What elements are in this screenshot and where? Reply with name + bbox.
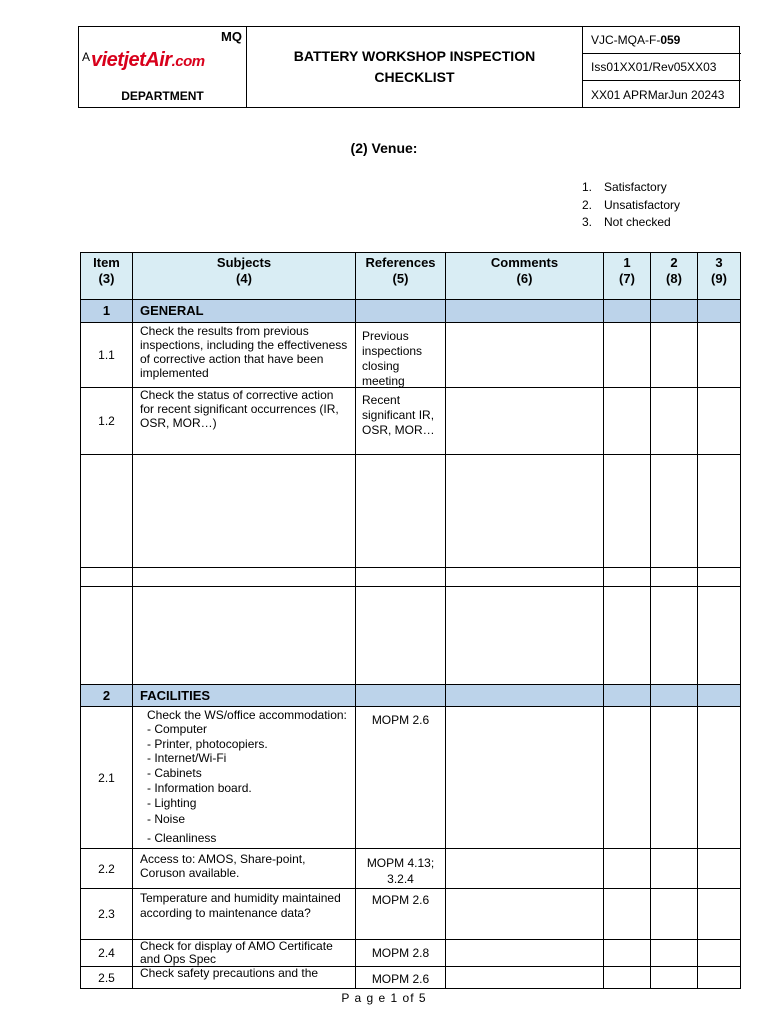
rating-1-cell[interactable] (604, 388, 651, 454)
section-number: 2 (80, 685, 133, 706)
rating-1-cell[interactable] (604, 707, 651, 848)
rating-1-cell[interactable] (604, 889, 651, 939)
reference-text: Previous inspections closing meeting (356, 323, 446, 387)
rating-2-cell[interactable] (651, 940, 698, 966)
logo-cell (79, 27, 247, 107)
page-footer: P a g e 1 of 5 (341, 991, 427, 1005)
rating-2-cell[interactable] (651, 568, 698, 586)
col-header-comments: Comments (6) (446, 253, 604, 299)
department-code: MQ (221, 29, 242, 44)
rating-3-cell[interactable] (698, 587, 741, 684)
rating-3-cell[interactable] (698, 388, 741, 454)
rating-2-cell[interactable] (651, 707, 698, 848)
document-title: BATTERY WORKSHOP INSPECTION CHECKLIST (293, 48, 536, 85)
rating-1-cell[interactable] (604, 587, 651, 684)
comment-cell[interactable] (446, 455, 604, 567)
rating-1-cell[interactable] (604, 940, 651, 966)
col-header-2: 2 (8) (651, 253, 698, 299)
subject-text: Temperature and humidity maintained according to maintenance data? (133, 889, 356, 939)
rating-3-cell[interactable] (698, 940, 741, 966)
rating-3-cell[interactable] (698, 849, 741, 888)
rating-2-cell[interactable] (651, 455, 698, 567)
comment-cell[interactable] (446, 587, 604, 684)
rating-2-cell[interactable] (651, 323, 698, 387)
rating-3-cell[interactable] (698, 455, 741, 567)
comment-cell[interactable] (446, 940, 604, 966)
comment-cell[interactable] (446, 889, 604, 939)
issue-revision: Iss01XX01/Rev05XX03 (583, 54, 741, 81)
venue-label: (2) Venue: (350, 140, 418, 156)
rating-2-cell[interactable] (651, 849, 698, 888)
section-row-facilities (80, 685, 741, 707)
col-header-subjects: Subjects (4) (133, 253, 356, 299)
subject-text (133, 455, 356, 567)
subject-text: Check the results from previous inspections, including the effectiveness of corrective action that have been implemented (133, 323, 356, 387)
section-row-general (80, 300, 741, 323)
rating-3-cell[interactable] (698, 967, 741, 988)
table-row (80, 323, 741, 388)
rating-1-cell[interactable] (604, 967, 651, 988)
subject-text: Check the status of corrective action for recent significant occurrences (IR, OSR, MOR…) (133, 388, 356, 454)
rating-2-cell[interactable] (651, 587, 698, 684)
reference-text: MOPM 2.6 (356, 967, 446, 988)
rating-legend (582, 179, 680, 232)
checklist-table (80, 252, 741, 989)
subject-text: Check safety precautions and the (133, 967, 356, 988)
subject-text: Access to: AMOS, Share-point, Coruson available. (133, 849, 356, 888)
table-row (80, 849, 741, 889)
section-title: GENERAL (133, 300, 356, 322)
rating-1-cell[interactable] (604, 323, 651, 387)
vietjet-logo: vietjetAir.com (91, 49, 205, 71)
item-number (80, 455, 133, 567)
reference-text: MOPM 2.6 (356, 707, 446, 848)
col-header-1: 1 (7) (604, 253, 651, 299)
table-row (80, 940, 741, 967)
issue-date: XX01 APRMarJun 20243 (591, 87, 725, 102)
comment-cell[interactable] (446, 849, 604, 888)
col-header-item: Item (3) (80, 253, 133, 299)
rating-2-cell[interactable] (651, 889, 698, 939)
form-info-cell (583, 27, 741, 107)
comment-cell[interactable] (446, 707, 604, 848)
rating-3-cell[interactable] (698, 707, 741, 848)
rating-3-cell[interactable] (698, 568, 741, 586)
legend-item: 2. Unsatisfactory (582, 197, 681, 212)
rating-1-cell[interactable] (604, 568, 651, 586)
col-header-references: References (5) (356, 253, 446, 299)
table-row (80, 889, 741, 940)
rating-3-cell[interactable] (698, 889, 741, 939)
legend-item: 1. Satisfactory (582, 180, 667, 194)
reference-text: MOPM 4.13; 3.2.4 (356, 849, 446, 888)
table-row (80, 587, 741, 685)
table-row (80, 455, 741, 568)
item-number: 2.3 (80, 889, 133, 939)
rating-1-cell[interactable] (604, 849, 651, 888)
item-number: 2.1 (80, 707, 133, 848)
table-row (80, 707, 741, 849)
reference-text: MOPM 2.8 (356, 940, 446, 966)
subject-text: Check for display of AMO Certificate and Ops Spec (133, 940, 356, 966)
comment-cell[interactable] (446, 967, 604, 988)
reference-text (356, 455, 446, 567)
section-title: FACILITIES (133, 685, 356, 706)
col-header-3: 3 (9) (698, 253, 741, 299)
section-number: 1 (80, 300, 133, 322)
subject-text: Check the WS/office accommodation: - Computer - Printer, photocopiers. - Internet/Wi-Fi - Cabinets - Information board. - Lighting - Noise - Cleanliness (133, 707, 356, 848)
item-number: 2.4 (80, 940, 133, 966)
rating-1-cell[interactable] (604, 455, 651, 567)
item-number: 1.1 (80, 323, 133, 387)
legend-item: 3. Not checked (582, 215, 671, 229)
item-number: 2.5 (80, 967, 133, 988)
comment-cell[interactable] (446, 568, 604, 586)
rating-2-cell[interactable] (651, 388, 698, 454)
rating-3-cell[interactable] (698, 323, 741, 387)
comment-cell[interactable] (446, 388, 604, 454)
table-row (80, 388, 741, 455)
reference-text: MOPM 2.6 (356, 889, 446, 939)
item-number: 2.2 (80, 849, 133, 888)
form-number: VJC-MQA-F- 059 (583, 27, 741, 54)
logo-prefix: A (82, 50, 91, 64)
title-cell (247, 27, 583, 107)
comment-cell[interactable] (446, 323, 604, 387)
table-row (80, 967, 741, 989)
table-header-row (80, 252, 741, 300)
item-number: 1.2 (80, 388, 133, 454)
rating-2-cell[interactable] (651, 967, 698, 988)
department-label: DEPARTMENT (121, 89, 204, 103)
document-header (78, 26, 740, 108)
table-row (80, 568, 741, 587)
reference-text: Recent significant IR, OSR, MOR… (356, 388, 446, 454)
